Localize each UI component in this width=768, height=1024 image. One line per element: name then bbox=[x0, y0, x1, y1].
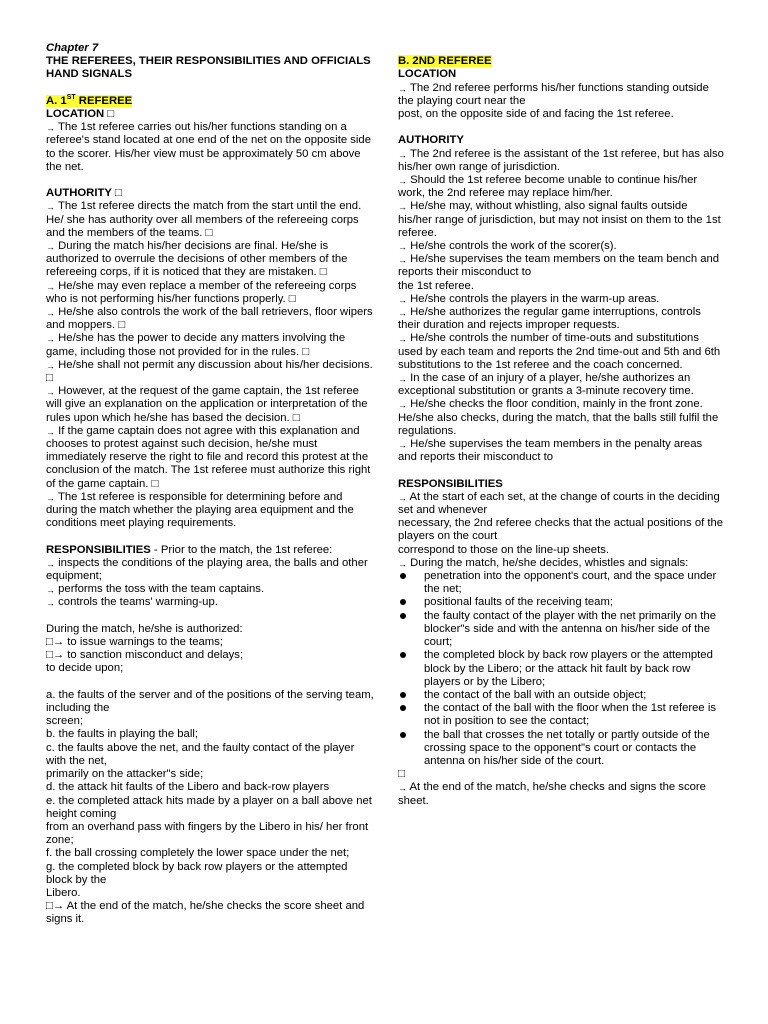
location-line-2nd: → The 2nd referee performs his/her functions standing outside the playing court near the bbox=[398, 81, 709, 107]
arrow-icon: → bbox=[398, 492, 407, 503]
section-a-heading: A. 1ST REFEREE bbox=[46, 94, 133, 107]
authority-item: → He/she may even replace a member of the refereeing corps who is not performing his/her functions properly. □ bbox=[46, 279, 357, 305]
authority-item-2nd: → The 2nd referee is the assistant of the 1st referee, but has also his/her own range of jurisdiction. bbox=[398, 147, 724, 173]
responsibility-line-2nd: necessary, the 2nd referee checks that the actual positions of the players on the court bbox=[398, 517, 724, 543]
arrow-icon: → bbox=[398, 294, 407, 305]
location-heading-2nd: LOCATION bbox=[398, 68, 457, 81]
arrow-icon: → bbox=[46, 426, 55, 437]
arrow-icon: → bbox=[46, 558, 55, 569]
during-item: □→ to issue warnings to the teams; bbox=[46, 636, 223, 649]
authority-heading-1st: AUTHORITY □ bbox=[46, 187, 122, 200]
during-line-2nd: → During the match, he/she decides, whistles and signals: bbox=[398, 557, 724, 570]
arrow-icon: → bbox=[46, 123, 55, 134]
location-heading-1st: LOCATION □ bbox=[46, 108, 115, 120]
arrow-icon: → bbox=[398, 242, 407, 253]
arrow-icon: → bbox=[398, 202, 407, 213]
responsibility-line-2nd: correspond to those on the line-up sheets. bbox=[398, 543, 610, 556]
authority-item: → However, at the request of the game captain, the 1st referee will give an explanation on the application or interpretation of the rules upon which he/she has based the decision. □ bbox=[46, 385, 368, 424]
authority-item-2nd: → He/she authorizes the regular game interruptions, controls their duration and rejects improper requests. bbox=[398, 306, 701, 332]
authority-item-2nd: → He/she checks the floor condition, mainly in the front zone. He/she also checks, during the match, that the balls still fulfil the regulations. bbox=[398, 398, 719, 437]
decide-line: primarily on the attacker"s side; bbox=[46, 768, 204, 781]
arrow-icon: → bbox=[398, 374, 407, 385]
arrow-icon: → bbox=[398, 255, 407, 266]
authority-item-2nd: → He/she controls the players in the warm-up areas. bbox=[398, 293, 724, 306]
during-intro: During the match, he/she is authorized: bbox=[46, 622, 243, 635]
right-column bbox=[398, 42, 724, 808]
authority-item-2nd: → He/she controls the number of time-outs and substitutions used by each team and reports the 2nd time-out and 5th and 6th substitutions to the 1st referee and the coach concerned. bbox=[398, 332, 721, 371]
arrow-icon: → bbox=[398, 83, 407, 94]
authority-item-2nd: → In the case of an injury of a player, he/she authorizes an exceptional substitution or grants a 3-minute recovery time. bbox=[398, 372, 694, 398]
box-arrow-icon: □→ bbox=[46, 900, 65, 913]
left-column bbox=[46, 42, 376, 927]
authority-item: → The 1st referee directs the match from the start until the end. He/ she has authority over all members of the refereeing corps and the members of the teams. □ bbox=[46, 200, 362, 239]
box-icon: □ bbox=[398, 768, 405, 781]
responsibilities-heading-2nd: RESPONSIBILITIES bbox=[398, 477, 503, 490]
authority-item: → The 1st referee is responsible for determining before and during the match whether the playing area equipment and the conditions meet playing requirements. bbox=[46, 490, 354, 530]
arrow-icon: → bbox=[46, 387, 55, 398]
arrow-icon: → bbox=[398, 308, 407, 319]
decide-line: Libero. bbox=[46, 886, 81, 899]
section-b-heading: B. 2ND REFEREE bbox=[398, 55, 492, 68]
box-arrow-icon: □→ bbox=[46, 649, 65, 662]
end-of-match-2nd: → At the end of the match, he/she checks and signs the score sheet. bbox=[398, 781, 706, 807]
arrow-icon: → bbox=[46, 598, 55, 609]
list-item: the contact of the ball with the floor when the 1st referee is not in position to see the contact; bbox=[398, 702, 724, 728]
list-item: penetration into the opponent's court, and the space under the net; bbox=[398, 570, 724, 596]
authority-item: → During the match his/her decisions are final. He/she is authorized to overrule the decisions of other members of the refereeing corps, if it is noticed that they are mistaken. □ bbox=[46, 240, 348, 279]
arrow-icon: → bbox=[398, 400, 407, 411]
faults-list bbox=[398, 570, 724, 768]
arrow-icon: → bbox=[46, 585, 55, 596]
decide-line: screen; bbox=[46, 715, 84, 728]
decide-intro: to decide upon; bbox=[46, 662, 124, 675]
arrow-icon: → bbox=[398, 149, 407, 160]
arrow-icon: → bbox=[398, 334, 407, 345]
chapter-title: THE REFEREES, THEIR RESPONSIBILITIES AND OFFICIALS HAND SIGNALS bbox=[46, 55, 371, 81]
location-line-2nd: post, on the opposite side of and facing the 1st referee. bbox=[398, 108, 674, 120]
arrow-icon: → bbox=[46, 242, 55, 253]
authority-item-2nd: → He/she supervises the team members in the penalty areas and reports their misconduct to bbox=[398, 438, 703, 464]
arrow-icon: → bbox=[46, 334, 55, 345]
list-item: the completed block by back row players or the attempted block by the Libero; or the attack hit fault by back row players or by the Libero; bbox=[398, 649, 724, 689]
authority-item: → He/she shall not permit any discussion about his/her decisions. □ bbox=[46, 358, 373, 385]
authority-item-2nd: → He/she may, without whistling, also signal faults outside his/her range of jurisdiction, but may not insist on them to the 1st referee. bbox=[398, 200, 721, 239]
authority-item-2nd: → Should the 1st referee become unable to continue his/her work, the 2nd referee may replace him/her. bbox=[398, 174, 698, 200]
decide-line: d. the attack hit faults of the Libero and back-row players bbox=[46, 781, 330, 794]
arrow-icon: → bbox=[46, 492, 55, 503]
list-item: the contact of the ball with an outside object; bbox=[398, 689, 724, 702]
arrow-icon: → bbox=[398, 440, 407, 451]
decide-line: b. the faults in playing the ball; bbox=[46, 728, 198, 741]
responsibility-item: → controls the teams' warming-up. bbox=[46, 596, 376, 609]
arrow-icon: → bbox=[46, 308, 55, 319]
location-paragraph-1st: → The 1st referee carries out his/her functions standing on a referee's stand located at one end of the net on the opposite side to the scorer. His/her view must be approximately 50 cm above the net. bbox=[46, 121, 371, 173]
decide-line: e. the completed attack hits made by a player on a ball above net height coming bbox=[46, 794, 372, 820]
authority-item: → He/she has the power to decide any matters involving the game, including those not provided for in the rules. □ bbox=[46, 332, 346, 358]
list-item: positional faults of the receiving team; bbox=[398, 596, 724, 609]
arrow-icon: → bbox=[46, 281, 55, 292]
arrow-icon: → bbox=[398, 558, 407, 569]
responsibility-line-2nd: → At the start of each set, at the change of courts in the deciding set and whenever bbox=[398, 490, 720, 517]
responsibilities-intro-1st: RESPONSIBILITIES - Prior to the match, the 1st referee: bbox=[46, 543, 333, 556]
authority-item-2nd: → He/she supervises the team members on the team bench and reports their misconduct to the 1st referee. bbox=[398, 253, 720, 292]
decide-line: c. the faults above the net, and the faulty contact of the player with the net, bbox=[46, 741, 355, 767]
authority-item: → If the game captain does not agree with this explanation and chooses to protest against such decision, he/she must immediately reserve the right to file and record this protest at the conclusion of the match. The 1st referee must authorize this right of the game captain. □ bbox=[46, 424, 371, 490]
decide-line: a. the faults of the server and of the positions of the serving team, including the bbox=[46, 688, 374, 715]
decide-line: f. the ball crossing completely the lower space under the net; bbox=[46, 847, 350, 860]
box-arrow-icon: □→ bbox=[46, 636, 65, 649]
decide-line: g. the completed block by back row players or the attempted block by the bbox=[46, 860, 348, 886]
arrow-icon: → bbox=[398, 176, 407, 186]
responsibility-item: → inspects the conditions of the playing area, the balls and other equipment; bbox=[46, 556, 368, 583]
arrow-icon: → bbox=[398, 783, 407, 794]
responsibility-item: → performs the toss with the team captains. bbox=[46, 583, 376, 596]
list-item: the ball that crosses the net totally or partly outside of the crossing space to the opponent"s court or contacts the antenna on his/her side of the court. bbox=[398, 729, 724, 769]
during-item: □→ to sanction misconduct and delays; bbox=[46, 649, 244, 662]
arrow-icon: → bbox=[46, 360, 55, 371]
arrow-icon: → bbox=[46, 202, 55, 213]
list-item: the faulty contact of the player with the net primarily on the blocker"s side and with the antenna on his/her side of the court; bbox=[398, 610, 724, 650]
decide-line: from an overhand pass with fingers by the Libero in his/ her front zone; bbox=[46, 820, 369, 847]
authority-item: → He/she also controls the work of the ball retrievers, floor wipers and moppers. □ bbox=[46, 306, 373, 332]
chapter-label: Chapter 7 bbox=[46, 42, 99, 54]
authority-heading-2nd: AUTHORITY bbox=[398, 134, 464, 147]
authority-item-2nd: → He/she controls the work of the scorer(s). bbox=[398, 240, 724, 253]
end-of-match-1st: □→ At the end of the match, he/she checks the score sheet and signs it. bbox=[46, 900, 365, 926]
